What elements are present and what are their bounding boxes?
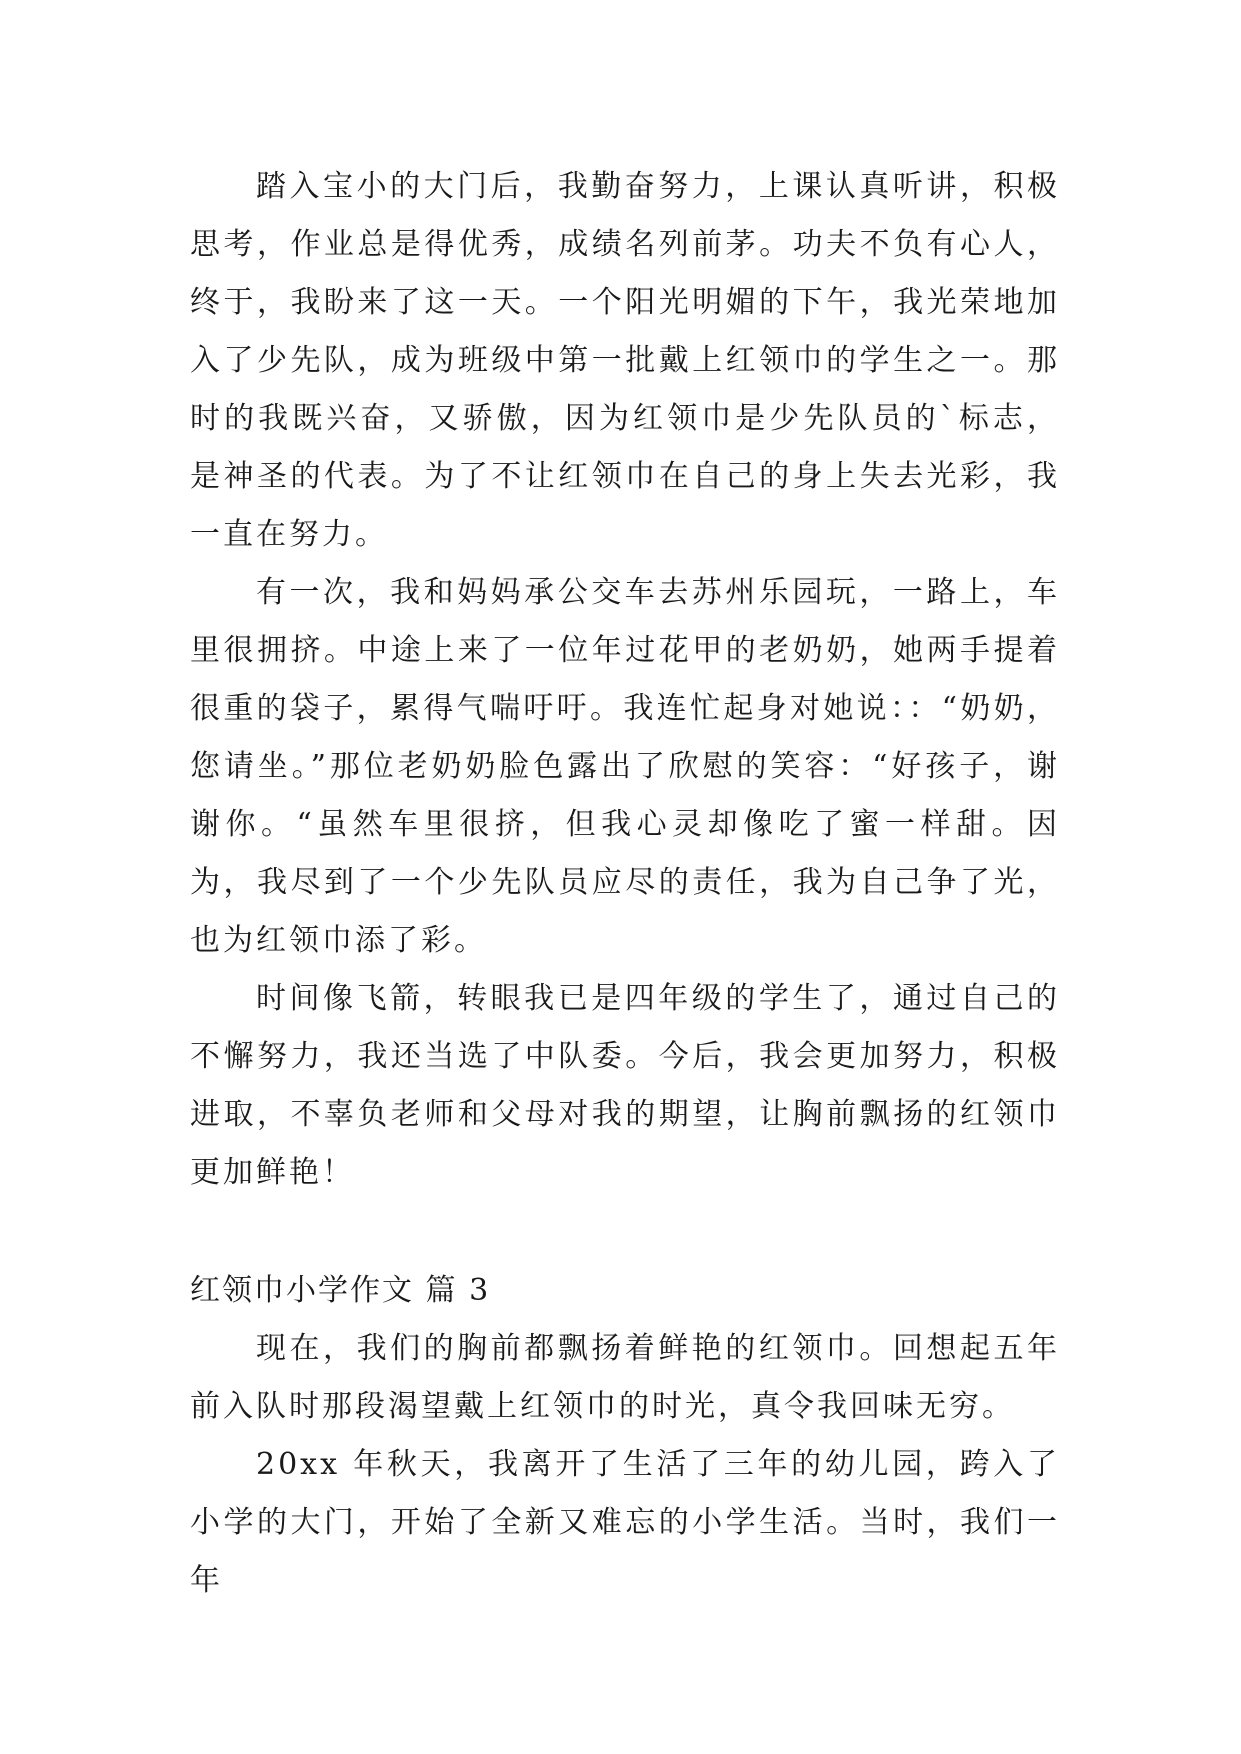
article-body <box>190 158 1060 1610</box>
paragraph: 时间像飞箭，转眼我已是四年级的学生了，通过自己的不懈努力，我还当选了中队委。今后，我会更加努力，积极进取，不辜负老师和父母对我的期望，让胸前飘扬的红领巾更加鲜艳！ <box>190 981 1060 1190</box>
section-title: 红领巾小学作文 篇 3 <box>190 1273 491 1308</box>
paragraph: 现在，我们的胸前都飘扬着鲜艳的红领巾。回想起五年前入队时那段渴望戴上红领巾的时光，真令我回味无穷。 <box>190 1331 1060 1424</box>
paragraph: 20xx 年秋天，我离开了生活了三年的幼儿园，跨入了小学的大门，开始了全新又难忘的小学生活。当时，我们一年 <box>190 1447 1060 1598</box>
paragraph: 有一次，我和妈妈承公交车去苏州乐园玩，一路上，车里很拥挤。中途上来了一位年过花甲的老奶奶，她两手提着很重的袋子，累得气喘吁吁。我连忙起身对她说：：“奶奶，您请坐。”那位老奶奶脸色露出了欣慰的笑容：“好孩子，谢谢你。“虽然车里很挤，但我心灵却像吃了蜜一样甜。因为，我尽到了一个少先队员应尽的责任，我为自己争了光，也为红领巾添了彩。 <box>190 575 1060 958</box>
paragraph: 踏入宝小的大门后，我勤奋努力，上课认真听讲，积极思考，作业总是得优秀，成绩名列前茅。功夫不负有心人，终于，我盼来了这一天。一个阳光明媚的下午，我光荣地加入了少先队，成为班级中第一批戴上红领巾的学生之一。那时的我既兴奋，又骄傲，因为红领巾是少先队员的`标志，是神圣的代表。为了不让红领巾在自己的身上失去光彩，我一直在努力。 <box>190 169 1060 552</box>
